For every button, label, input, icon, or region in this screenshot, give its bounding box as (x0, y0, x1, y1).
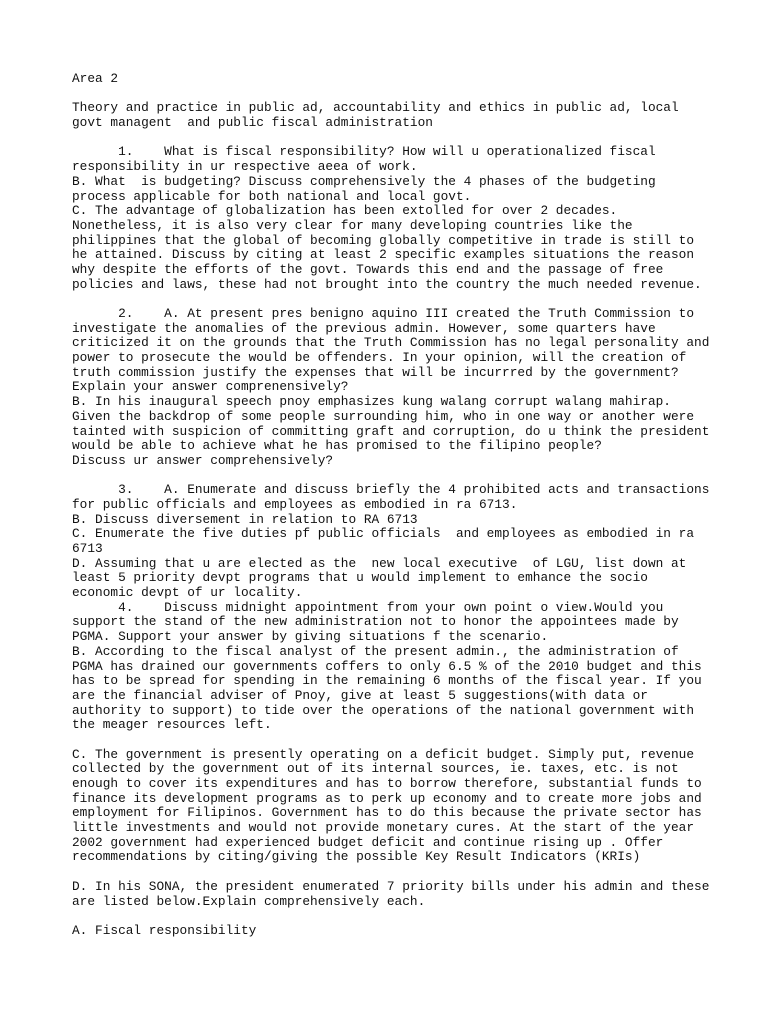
text-line: power to prosecute the would be offenders. In your opinion, will the creation of (72, 350, 687, 366)
blank-line (72, 131, 712, 146)
text-line: least 5 priority devpt programs that u would implement to emhance the socio (72, 570, 648, 586)
text-line: B. Discuss diversement in relation to RA 6713 (72, 511, 418, 527)
text-line: philippines that the global of becoming globally competitive in trade is still to (72, 232, 695, 248)
text-line: PGMA. Support your answer by giving situations f the scenario. (72, 629, 549, 645)
blank-line (72, 292, 712, 307)
text-line: Explain your answer comprenensively? (72, 379, 349, 395)
section-1 (72, 145, 712, 292)
text-line: authority to support) to tide over the operations of the national government with (72, 702, 695, 718)
text-line: C. The advantage of globalization has been extolled for over 2 decades. (72, 203, 618, 219)
text-line: would be able to achieve what he has promised to the filipino people? (72, 438, 602, 454)
text-line: why despite the efforts of the govt. Towards this end and the passage of free (72, 261, 664, 277)
blank-line (72, 909, 712, 924)
text-line: are the financial adviser of Pnoy, give at least 5 suggestions(with data or (72, 687, 648, 703)
text-line: Given the backdrop of some people surrounding him, who in one way or another were (72, 408, 695, 424)
text-line: PGMA has drained our governments coffers to only 6.5 % of the 2010 budget and this (72, 658, 702, 674)
text-line: employment for Filipinos. Government has to do this because the private sector has (72, 805, 702, 821)
document-page (72, 72, 712, 939)
text-line: economic devpt of ur locality. (72, 585, 303, 601)
text-line: Nonetheless, it is also very clear for many developing countries like the (72, 217, 633, 233)
blank-line (72, 469, 712, 484)
text-line: C. Enumerate the five duties pf public officials and employees as embodied in ra (72, 526, 695, 542)
text-line: has to be spread for spending in the remaining 6 months of the fiscal year. If you (72, 673, 702, 689)
document-subtitle (72, 101, 712, 130)
text-line: criticized it on the grounds that the Truth Commission has no legal personality and (72, 335, 710, 351)
section-4d (72, 880, 712, 909)
text-line: for public officials and employees as embodied in ra 6713. (72, 496, 518, 512)
section-4c (72, 748, 712, 866)
text-line: enough to cover its expenditures and has to borrow therefore, substantial funds to (72, 776, 702, 791)
text-line: D. Assuming that u are elected as the new local executive of LGU, list down at (72, 555, 687, 571)
text-line: 2. A. At present pres benigno aquino III created the Truth Commission to (72, 306, 695, 321)
text-line: policies and laws, these had not brought into the country the much needed revenue. (72, 276, 702, 292)
text-line: he attained. Discuss by citing at least 2 specific examples situations the reason (72, 247, 695, 263)
text-line: are listed below.Explain comprehensively each. (72, 893, 426, 909)
text-line: little investments and would not provide monetary cures. At the start of the year (72, 820, 695, 836)
text-line: collected by the government out of its internal sources, ie. taxes, etc. is not (72, 761, 679, 777)
text-line: Discuss ur answer comprehensively? (72, 452, 334, 468)
subtitle-line: govt managent and public fiscal administration (72, 115, 433, 131)
text-line: recommendations by citing/giving the possible Key Result Indicators (KRIs) (72, 849, 641, 865)
subtitle-line: Theory and practice in public ad, accountability and ethics in public ad, local (72, 100, 679, 116)
text-line: B. In his inaugural speech pnoy emphasizes kung walang corrupt walang mahirap. (72, 394, 671, 410)
text-line: tainted with suspicion of committing graft and corruption, do u think the president (72, 423, 710, 439)
text-line: responsibility in ur respective aeea of work. (72, 159, 418, 175)
document-heading: Area 2 (72, 71, 119, 86)
final-line: A. Fiscal responsibility (72, 922, 257, 938)
section-3 (72, 483, 712, 733)
blank-line (72, 733, 712, 748)
blank-line (72, 87, 712, 102)
section-2 (72, 307, 712, 469)
text-line: the meager resources left. (72, 717, 272, 733)
text-line: support the stand of the new administration not to honor the appointees made by (72, 614, 679, 630)
text-line: B. What is budgeting? Discuss comprehensively the 4 phases of the budgeting (72, 173, 656, 189)
text-line: 6713 (72, 541, 103, 556)
text-line: C. The government is presently operating on a deficit budget. Simply put, revenue (72, 746, 695, 762)
text-line: B. According to the fiscal analyst of the present admin., the administration of (72, 643, 679, 659)
text-line: 1. What is fiscal responsibility? How will u operationalized fiscal (72, 144, 656, 160)
blank-line (72, 865, 712, 880)
text-line: process applicable for both national and local govt. (72, 188, 472, 204)
text-line: investigate the anomalies of the previous admin. However, some quarters have (72, 320, 656, 336)
text-line: 4. Discuss midnight appointment from your own point o view.Would you (72, 599, 664, 615)
text-line: 2002 government had experienced budget deficit and continue rising up . Offer (72, 834, 664, 850)
text-line: truth commission justify the expenses that will be incurrred by the government? (72, 364, 679, 380)
text-line: D. In his SONA, the president enumerated 7 priority bills under his admin and these (72, 878, 710, 894)
text-line: 3. A. Enumerate and discuss briefly the 4 prohibited acts and transactions (72, 482, 710, 498)
text-line: finance its development programs as to perk up economy and to create more jobs and (72, 790, 702, 806)
